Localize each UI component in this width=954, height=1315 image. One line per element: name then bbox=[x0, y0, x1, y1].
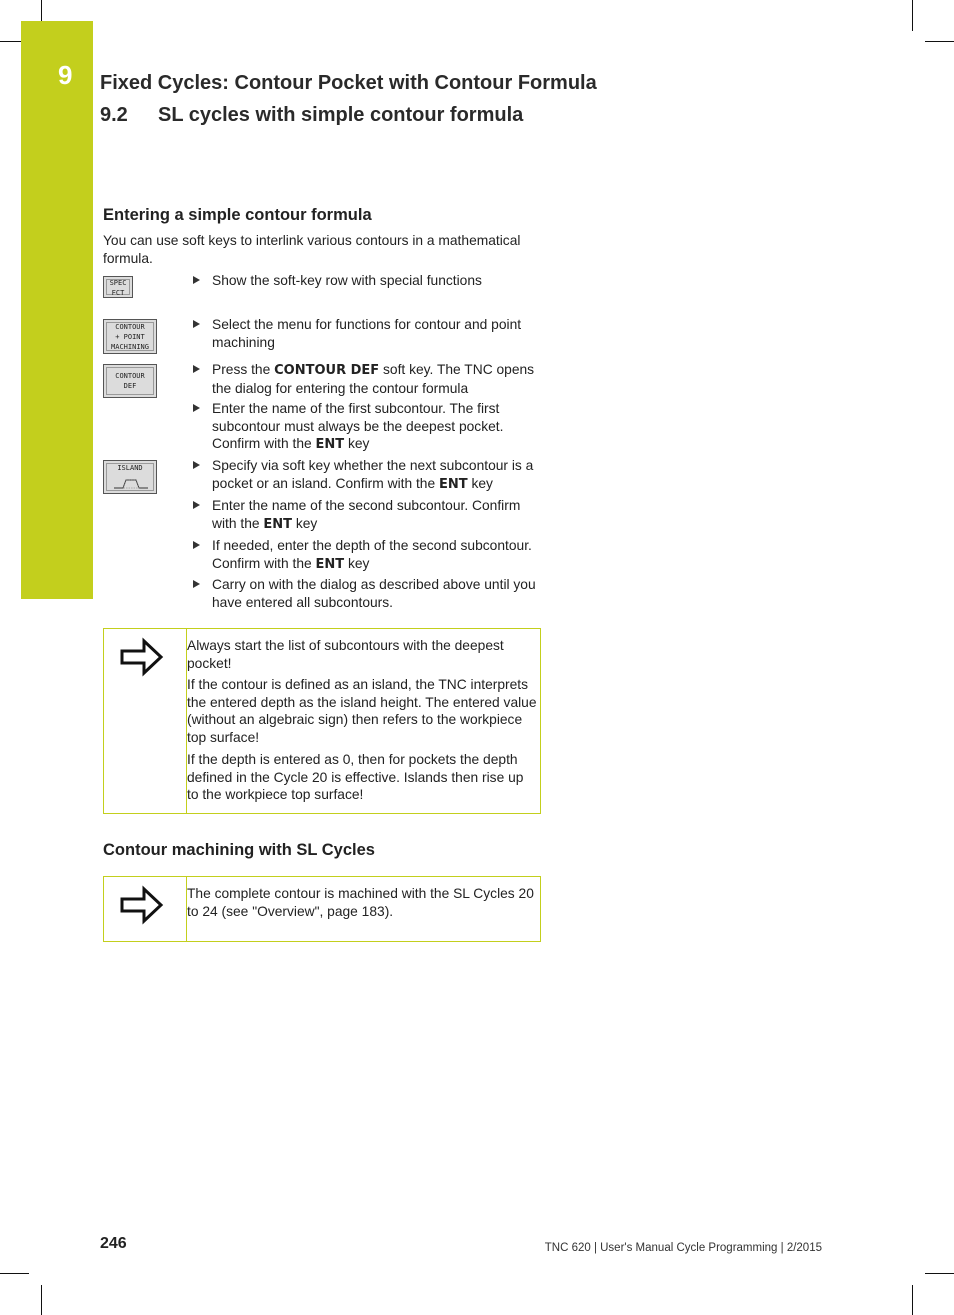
crop-mark bbox=[0, 1273, 29, 1274]
island-profile-icon bbox=[113, 476, 149, 490]
bullet-triangle-icon bbox=[193, 365, 200, 373]
note-box bbox=[103, 876, 541, 942]
note-paragraph: Always start the list of subcontours with the deepest pocket! bbox=[187, 638, 504, 671]
bullet-triangle-icon bbox=[193, 461, 200, 469]
step-item: Select the menu for functions for contour and point machining bbox=[193, 316, 543, 351]
step-item: Enter the name of the first subcontour. The first subcontour must always be the deepest pocket. Confirm with the ENT key bbox=[193, 400, 543, 454]
crop-mark bbox=[925, 41, 954, 42]
softkey-contour-def[interactable] bbox=[103, 364, 157, 398]
section-number: 9.2 bbox=[100, 104, 128, 126]
crop-mark bbox=[0, 41, 21, 42]
step-item: If needed, enter the depth of the second subcontour. Confirm with the ENT key bbox=[193, 537, 543, 573]
crop-mark bbox=[912, 1285, 913, 1315]
bullet-triangle-icon bbox=[193, 541, 200, 549]
note-paragraph: If the contour is defined as an island, the TNC interprets the entered depth as the island height. The entered value (without an algebraic sign) then refers to the workpiece top surface! bbox=[187, 677, 537, 745]
softkey-label: SPEC FCT bbox=[109, 279, 127, 297]
step-item: Specify via soft key whether the next subcontour is a pocket or an island. Confirm with the ENT key bbox=[193, 457, 543, 493]
arrow-right-icon bbox=[120, 885, 164, 925]
section-title-text: SL cycles with simple contour formula bbox=[158, 104, 524, 126]
step-item: Enter the name of the second subcontour. Confirm with the ENT key bbox=[193, 497, 543, 533]
bullet-triangle-icon bbox=[193, 320, 200, 328]
note-box bbox=[103, 628, 541, 814]
intro-paragraph: You can use soft keys to interlink various contours in a mathematical formula. bbox=[103, 233, 521, 266]
note-paragraph: If the depth is entered as 0, then for pockets the depth defined in the Cycle 20 is effective. Islands then rise up to the workpiece top surface! bbox=[187, 752, 524, 803]
page-number: 246 bbox=[100, 1235, 127, 1252]
step-item: Carry on with the dialog as described above until you have entered all subcontours. bbox=[193, 576, 543, 611]
crop-mark bbox=[912, 0, 913, 31]
section-heading: Entering a simple contour formula bbox=[103, 206, 372, 224]
crop-mark bbox=[41, 1285, 42, 1315]
softkey-label: CONTOUR DEF bbox=[115, 372, 145, 390]
bullet-triangle-icon bbox=[193, 580, 200, 588]
key-name: ENT bbox=[263, 516, 293, 532]
bullet-triangle-icon bbox=[193, 404, 200, 412]
softkey-spec-fct[interactable] bbox=[103, 276, 133, 298]
crop-mark bbox=[925, 1273, 954, 1274]
arrow-right-icon bbox=[120, 637, 164, 677]
section-title bbox=[100, 104, 523, 127]
step-item: Press the CONTOUR DEF soft key. The TNC opens the dialog for entering the contour formula bbox=[193, 361, 543, 397]
note-paragraph: The complete contour is machined with the SL Cycles 20 to 24 (see "Overview", page 183). bbox=[187, 886, 534, 919]
softkey-label: CONTOUR + POINT MACHINING bbox=[111, 323, 149, 351]
footer-text: TNC 620 | User's Manual Cycle Programming | 2/2015 bbox=[544, 1242, 822, 1254]
key-name: ENT bbox=[439, 476, 468, 492]
bullet-triangle-icon bbox=[193, 276, 200, 284]
step-item: Show the soft-key row with special functions bbox=[193, 272, 543, 290]
softkey-contour-point-machining[interactable] bbox=[103, 319, 157, 354]
bullet-triangle-icon bbox=[193, 501, 200, 509]
section-heading: Contour machining with SL Cycles bbox=[103, 841, 375, 859]
key-name: ENT bbox=[315, 556, 345, 572]
key-name: ENT bbox=[315, 437, 345, 453]
chapter-color-bar bbox=[21, 21, 93, 599]
softkey-island[interactable] bbox=[103, 460, 157, 494]
key-name: CONTOUR DEF bbox=[274, 363, 380, 378]
chapter-title: Fixed Cycles: Contour Pocket with Contour Formula bbox=[100, 72, 597, 94]
chapter-number: 9 bbox=[58, 60, 73, 90]
softkey-label: ISLAND bbox=[117, 464, 143, 472]
crop-mark bbox=[41, 0, 42, 21]
